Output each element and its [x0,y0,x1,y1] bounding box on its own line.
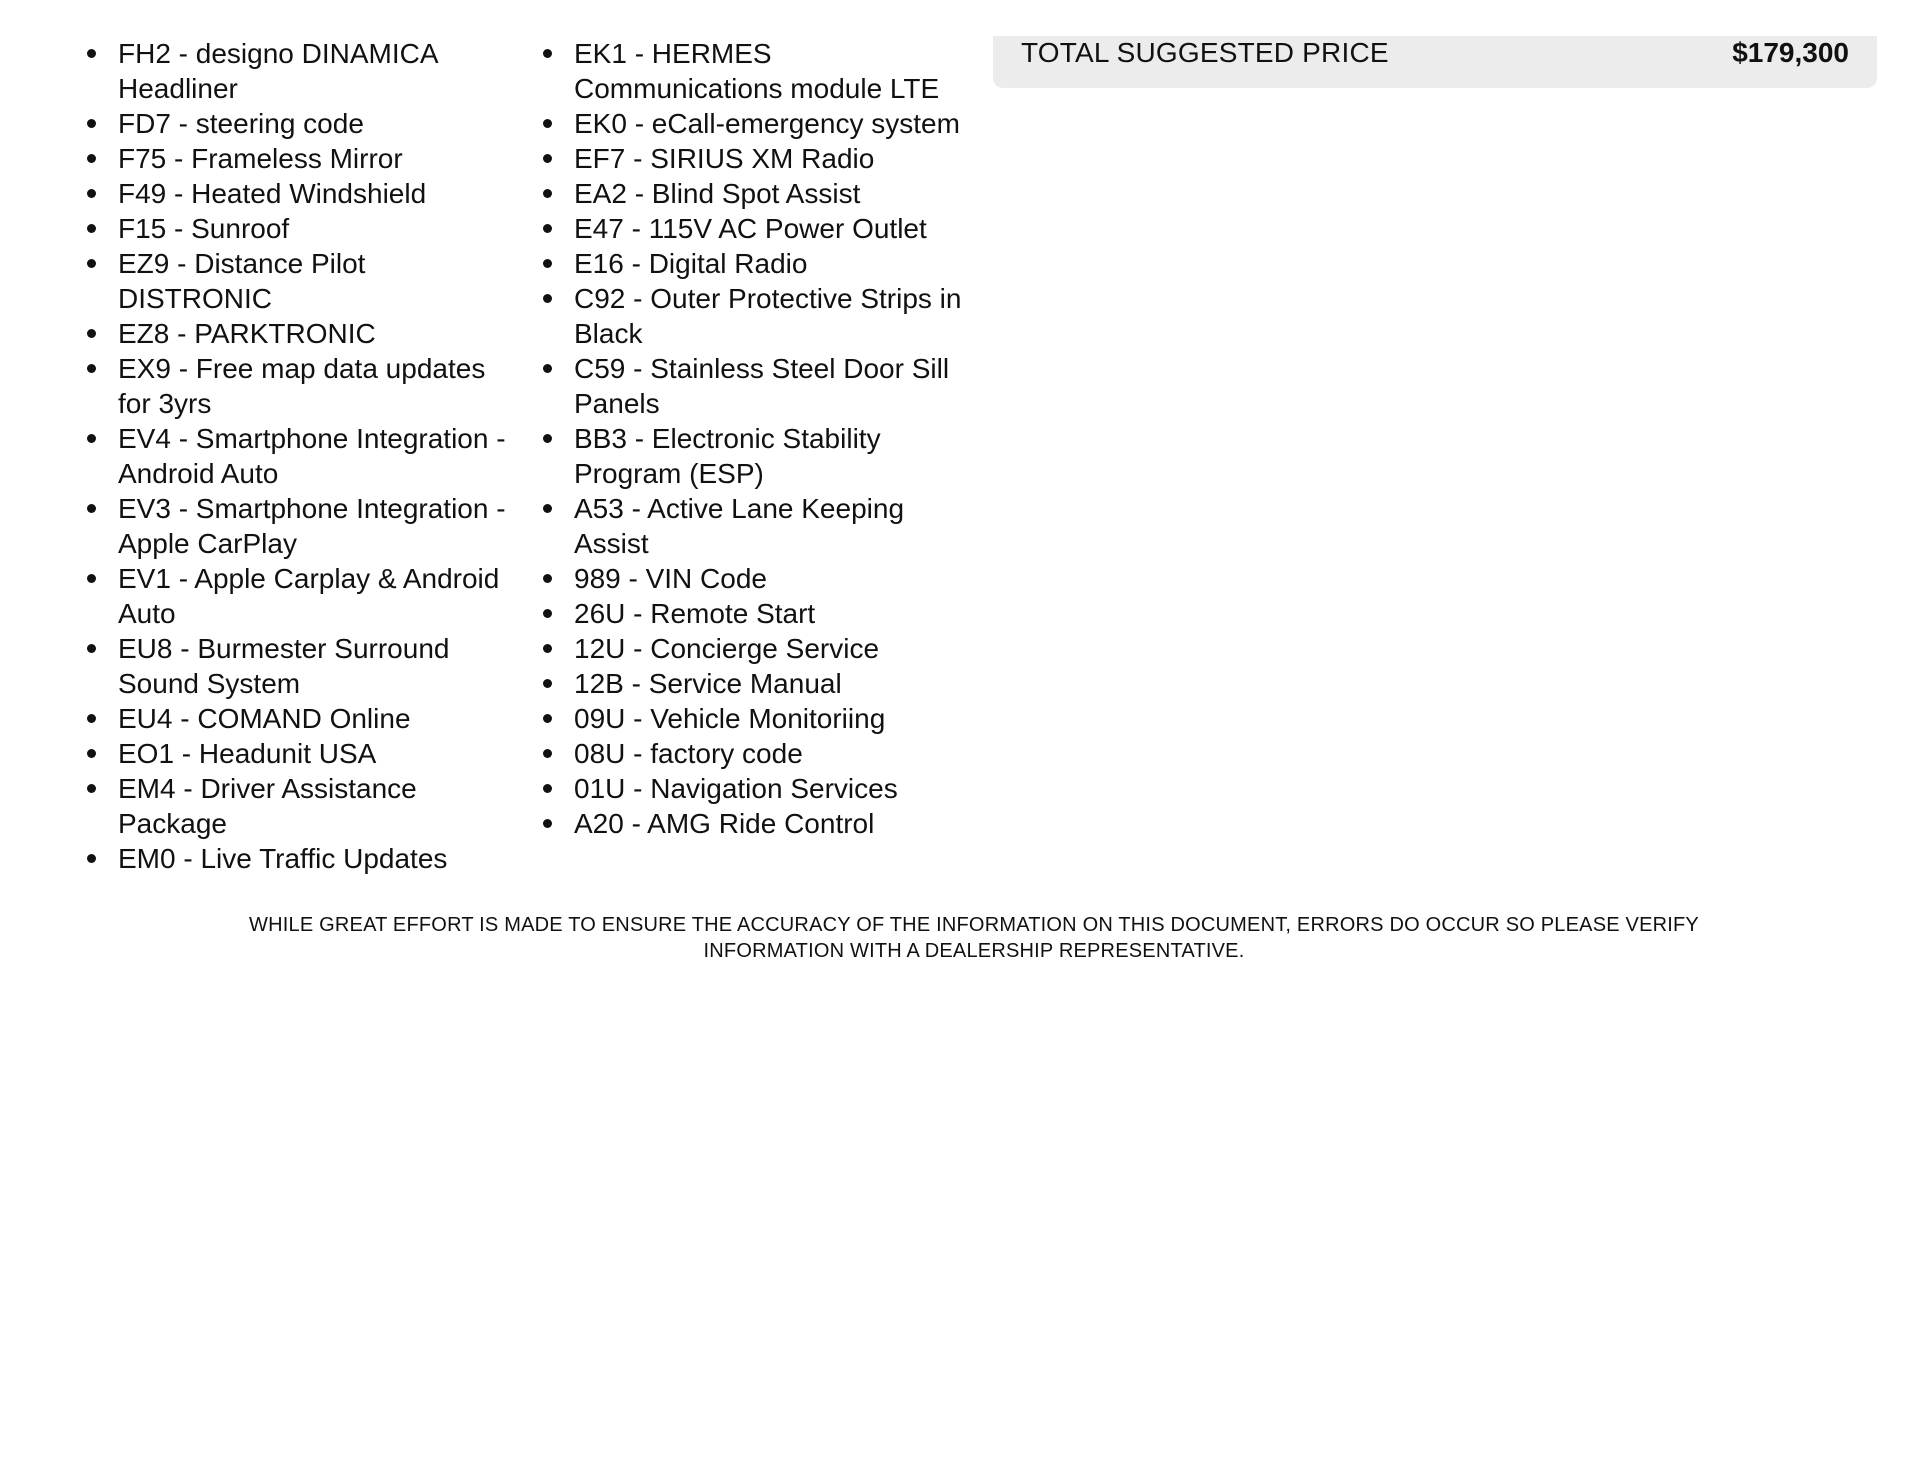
option-item: EK0 - eCall-emergency system [538,106,978,141]
option-item: FD7 - steering code [82,106,512,141]
option-item: EZ9 - Distance Pilot DISTRONIC [82,246,512,316]
options-list-left [82,36,512,876]
option-item: EV1 - Apple Carplay & Android Auto [82,561,512,631]
option-item: 09U - Vehicle Monitoriing [538,701,978,736]
option-item: F49 - Heated Windshield [82,176,512,211]
option-item: A53 - Active Lane Keeping Assist [538,491,978,561]
total-price-box [993,36,1877,88]
total-price-value: $179,300 [1732,37,1849,68]
option-item: EU8 - Burmester Surround Sound System [82,631,512,701]
option-item: E47 - 115V AC Power Outlet [538,211,978,246]
option-item: 01U - Navigation Services [538,771,978,806]
option-item: F15 - Sunroof [82,211,512,246]
options-list-right [538,36,978,841]
total-price-label: TOTAL SUGGESTED PRICE [1021,37,1389,68]
option-item: 12U - Concierge Service [538,631,978,666]
option-item: F75 - Frameless Mirror [82,141,512,176]
option-item: EV4 - Smartphone Integration - Android Auto [82,421,512,491]
option-item: EK1 - HERMES Communications module LTE [538,36,978,106]
option-item: EF7 - SIRIUS XM Radio [538,141,978,176]
option-item: C92 - Outer Protective Strips in Black [538,281,978,351]
option-item: EU4 - COMAND Online [82,701,512,736]
option-item: EV3 - Smartphone Integration - Apple CarPlay [82,491,512,561]
option-item: EA2 - Blind Spot Assist [538,176,978,211]
option-item: 989 - VIN Code [538,561,978,596]
option-item: EX9 - Free map data updates for 3yrs [82,351,512,421]
option-item: FH2 - designo DINAMICA Headliner [82,36,512,106]
option-item: EZ8 - PARKTRONIC [82,316,512,351]
option-item: 26U - Remote Start [538,596,978,631]
option-item: 08U - factory code [538,736,978,771]
option-item: BB3 - Electronic Stability Program (ESP) [538,421,978,491]
option-item: E16 - Digital Radio [538,246,978,281]
option-item: EO1 - Headunit USA [82,736,512,771]
option-item: EM0 - Live Traffic Updates [82,841,512,876]
option-item: C59 - Stainless Steel Door Sill Panels [538,351,978,421]
option-item: EM4 - Driver Assistance Package [82,771,512,841]
disclaimer-text: WHILE GREAT EFFORT IS MADE TO ENSURE THE ACCURACY OF THE INFORMATION ON THIS DOCUMENT, ERRORS DO OCCUR SO PLEASE VERIFY INFORMATION WITH A DEALERSHIP REPRESENTATIVE. [249,914,1699,962]
option-item: A20 - AMG Ride Control [538,806,978,841]
option-item: 12B - Service Manual [538,666,978,701]
